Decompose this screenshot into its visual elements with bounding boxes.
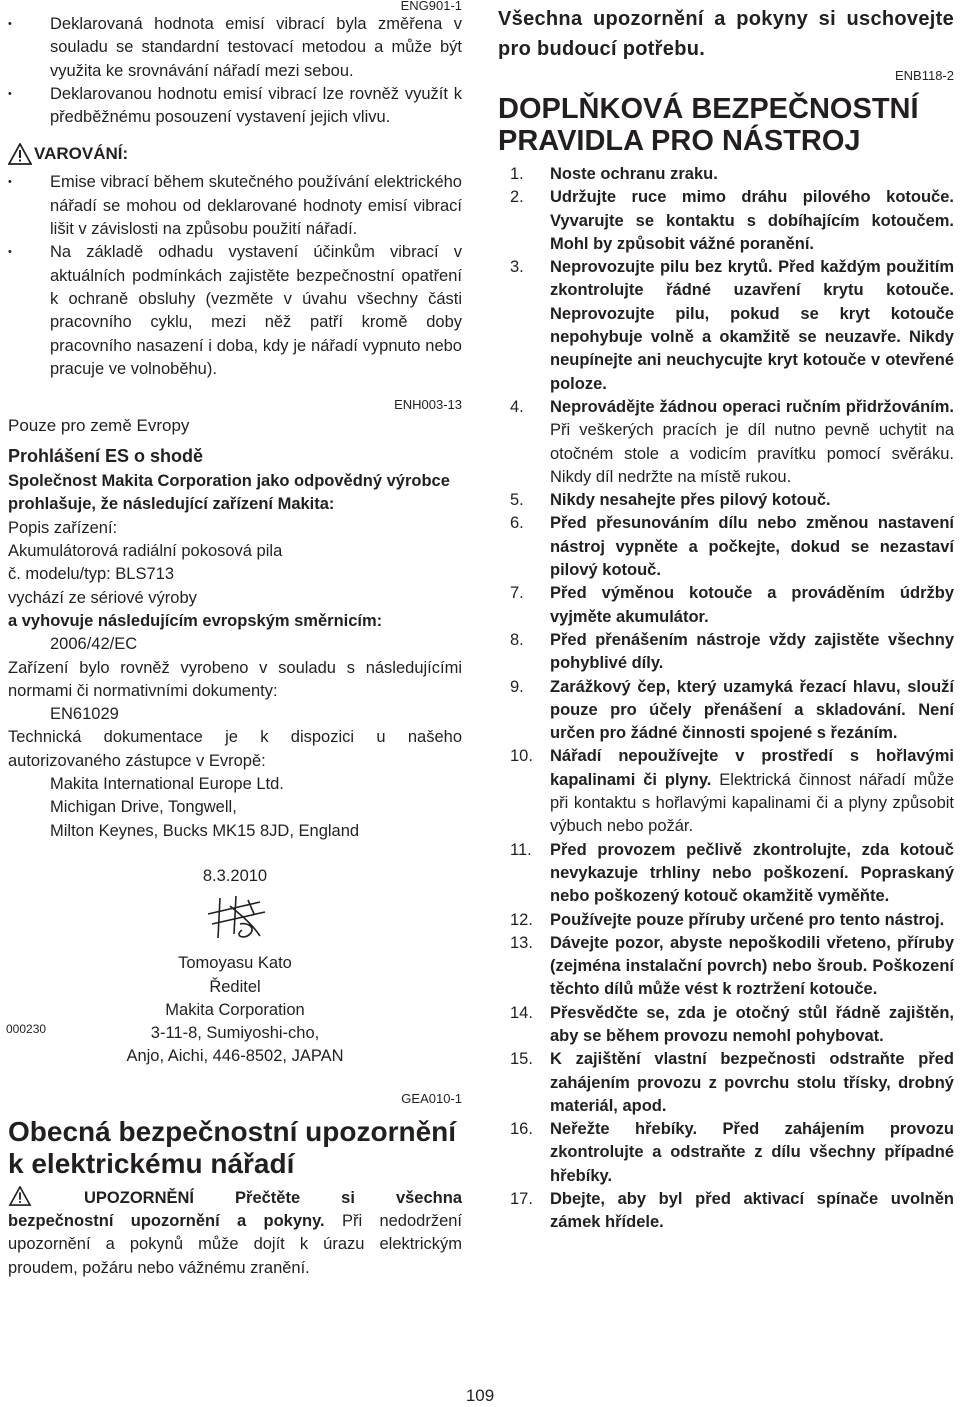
signature-date: 8.3.2010 — [202, 866, 268, 885]
safety-rule-item — [498, 186, 954, 256]
safety-rule-item — [498, 256, 954, 396]
signer-name: Tomoyasu Kato — [178, 954, 292, 973]
rule-number: 7. — [510, 584, 524, 603]
warning-title: VAROVÁNÍ: — [34, 144, 129, 164]
warning-triangle-icon — [8, 1186, 32, 1206]
rule-bold-text: Před výměnou kotouče a prováděním údržby vyjměte akumulátor. — [550, 584, 954, 626]
company-name: Makita Corporation — [165, 1000, 305, 1019]
rule-bold-text: Před provozem pečlivě zkontrolujte, zda kotouč nevykazuje trhliny nebo poškození. Popraskaný nebo poškozený kotouč okamžitě vyměňte. — [550, 840, 954, 906]
rule-bold-text: Udržujte ruce mimo dráhu pilového kotouče. Vyvarujte se kontaktu s dobíhajícím kotoučem. Mohl by způsobit vážné poranění. — [550, 188, 954, 253]
section-code: ENB118-2 — [894, 68, 954, 83]
directives-intro: a vyhovuje následujícím evropským směrnicím: — [8, 611, 383, 630]
section-code: GEA010-1 — [401, 1090, 462, 1106]
safety-rule-item — [498, 582, 954, 629]
safety-rule-item — [498, 163, 954, 186]
safety-rule-item — [498, 932, 954, 1002]
section-code: ENG901-1 — [400, 0, 462, 13]
side-code: 000230 — [6, 1022, 47, 1036]
europe-heading: Pouze pro země Evropy — [8, 416, 190, 436]
standards-intro: Zařízení bylo rovněž vyrobeno v souladu s následujícími normami či normativními dokumenty: — [8, 658, 462, 700]
signer-role: Ředitel — [209, 977, 261, 996]
left-column — [8, 0, 462, 1280]
rule-bold-text: Dbejte, aby byl před aktivací spínače uvolněn zámek hřídele. — [550, 1190, 954, 1232]
safety-rule-item — [498, 1048, 954, 1118]
series-production: vychází ze sériové výroby — [8, 588, 197, 607]
rule-number: 4. — [510, 397, 524, 416]
rule-bold-text: Neprovozujte pilu bez krytů. Před každým použitím zkontrolujte řádné uzavření krytu kotouče. Neprovozujte pilu, pokud se kryt kotouče nepohybuje volně a okamžitě se neuzavře. Nikdy neupínejte ani neuchycujte kryt kotouče v otevřené poloze. — [550, 258, 954, 393]
safety-rule-item — [498, 396, 954, 489]
device-description-label: Popis zařízení: — [8, 518, 118, 537]
rule-bold-text: Dávejte pozor, abyste nepoškodili vřeteno, příruby (zejména instalační povrch) nebo šroub. Poškození těchto dílů může vést k roztržení kotouče. — [550, 933, 954, 999]
rule-number: 5. — [510, 491, 524, 510]
safety-rule-item — [498, 839, 954, 909]
safety-rule-item — [498, 1188, 954, 1235]
warning-triangle-icon — [8, 143, 32, 165]
safety-rule-item — [498, 1118, 954, 1188]
technical-documentation: Technická dokumentace je k dispozici u našeho autorizovaného zástupce v Evropě: — [8, 728, 462, 770]
company-address: Anjo, Aichi, 446-8502, JAPAN — [126, 1047, 344, 1066]
company-declaration: Společnost Makita Corporation jako odpovědný výrobce prohlašuje, že následující zařízení Makita: — [8, 472, 450, 514]
bullet-item: • Deklarovaná hodnota emisí vibrací byla změřena v souladu se standardní testovací metodou a může být využita ke srovnávání nářadí mezi sebou. — [8, 13, 462, 83]
bullet-item: • Emise vibrací během skutečného používání elektrického nářadí se mohou od deklarované hodnoty emisí vibrací lišit v závislosti na způsobu použití nářadí. — [8, 171, 462, 241]
safety-rule-item — [498, 745, 954, 838]
general-safety-title: Obecná bezpečnostní upozornění k elektrickému nářadí — [8, 1115, 457, 1179]
device-description: Akumulátorová radiální pokosová pila — [8, 542, 283, 561]
rule-number: 9. — [510, 677, 524, 696]
rule-text: Při veškerých pracích je díl nutno pevně uchytit na otočném stole a vodicím pravítku pomocí svěráku. Nikdy díl nedržte na místě rukou. — [550, 421, 954, 486]
rule-number: 13. — [510, 933, 533, 952]
rule-number: 6. — [510, 514, 524, 533]
safety-rule-item — [498, 489, 954, 512]
rule-number: 17. — [510, 1190, 533, 1209]
standard-number: EN61029 — [50, 705, 119, 724]
safety-rule-item — [498, 909, 954, 932]
directive-number: 2006/42/EC — [50, 635, 138, 654]
signature-image — [190, 894, 280, 942]
representative-line: Makita International Europe Ltd. — [50, 775, 284, 794]
page-number: 109 — [465, 1386, 495, 1405]
rule-bold-text: Nikdy nesahejte přes pilový kotouč. — [550, 491, 831, 510]
rule-number: 15. — [510, 1050, 533, 1069]
additional-rules-title: DOPLŇKOVÁ BEZPEČNOSTNÍ PRAVIDLA PRO NÁSTROJ — [498, 93, 919, 157]
rule-number: 14. — [510, 1003, 533, 1022]
rule-number: 8. — [510, 630, 524, 649]
rule-bold-text: Přesvědčte se, zda je otočný stůl řádně zajištěn, aby se během provozu nemohl pohybovat. — [550, 1003, 954, 1045]
representative-line: Milton Keynes, Bucks MK15 8JD, England — [50, 821, 360, 840]
rule-bold-text: K zajištění vlastní bezpečnosti odstraňte před zahájením provozu z povrchu stolu třísky, drobný materiál, apod. — [550, 1050, 954, 1115]
safety-rule-item — [498, 629, 954, 676]
rule-bold-text: Před přesunováním dílu nebo změnou nastavení nástroj vypněte a počkejte, dokud se nezastaví pilový kotouč. — [550, 514, 954, 580]
rule-bold-text: Noste ochranu zraku. — [550, 165, 718, 183]
rule-number: 12. — [510, 910, 533, 929]
rule-number: 2. — [510, 188, 524, 207]
rule-number: 11. — [510, 840, 532, 859]
safety-rule-item — [498, 1002, 954, 1049]
rule-bold-text: Používejte pouze příruby určené pro tento nástroj. — [550, 910, 945, 929]
general-warning-text: Při nedodržení upozornění a pokynů může dojít k úrazu elektrickým proudem, požáru nebo vážnému zranění. — [8, 1211, 463, 1277]
rule-bold-text: Neprovádějte žádnou operaci ručním přidržováním. — [550, 397, 954, 416]
company-address: 3-11-8, Sumiyoshi-cho, — [150, 1024, 320, 1043]
representative-line: Michigan Drive, Tongwell, — [50, 798, 237, 817]
rule-text: Elektrická činnost nářadí může při kontaktu s hořlavými kapalinami či a plyny způsobit výbuch nebo požár. — [550, 770, 954, 836]
rule-bold-text: Neřežte hřebíky. Před zahájením provozu zkontrolujte a odstraňte z dílu všechny případné hřebíky. — [550, 1120, 954, 1185]
rule-bold-text: Zarážkový čep, který uzamyká řezací hlavu, slouží pouze pro účely přenášení a skladování. Není určen pro žádné činnosti spojené s řezáním. — [550, 677, 954, 743]
keep-instructions-heading: Všechna upozornění a pokyny si uschovejte pro budoucí potřebu. — [498, 8, 954, 60]
rule-bold-text: Před přenášením nástroje vždy zajistěte všechny pohyblivé díly. — [550, 630, 954, 673]
rule-number: 3. — [510, 258, 524, 277]
rule-bold-text: Nářadí nepoužívejte v prostředí s hořlavými kapalinami či plyny. — [550, 747, 954, 789]
model-type: č. modelu/typ: BLS713 — [8, 565, 175, 584]
rule-number: 1. — [510, 165, 524, 183]
right-column — [498, 0, 954, 1235]
safety-rule-item — [498, 676, 954, 746]
general-warning-bold: UPOZORNĚNÍ Přečtěte si všechna bezpečnostní upozornění a pokyny. — [8, 1188, 462, 1230]
bullet-item: • Deklarovanou hodnotu emisí vibrací lze rovněž využít k předběžnému posouzení vystavení jejich vlivu. — [8, 83, 462, 130]
section-code: ENH003-13 — [394, 397, 462, 413]
es-declaration-title: Prohlášení ES o shodě — [8, 446, 204, 467]
rule-number: 16. — [510, 1120, 533, 1139]
warning-heading — [8, 143, 462, 165]
general-warning — [8, 1186, 462, 1280]
safety-rule-item — [498, 512, 954, 582]
bullet-item: • Na základě odhadu vystavení účinkům vibrací v aktuálních podmínkách zajistěte bezpečnostní opatření k ochraně obsluhy (vezměte v úvahu všechny části pracovního cyklu, mezi něž patří kromě doby pracovního nasazení i doba, kdy je nářadí vypnuto nebo pracuje ve volnoběhu). — [8, 241, 462, 381]
safety-rules-list — [498, 163, 954, 1235]
rule-number: 10. — [510, 747, 533, 766]
